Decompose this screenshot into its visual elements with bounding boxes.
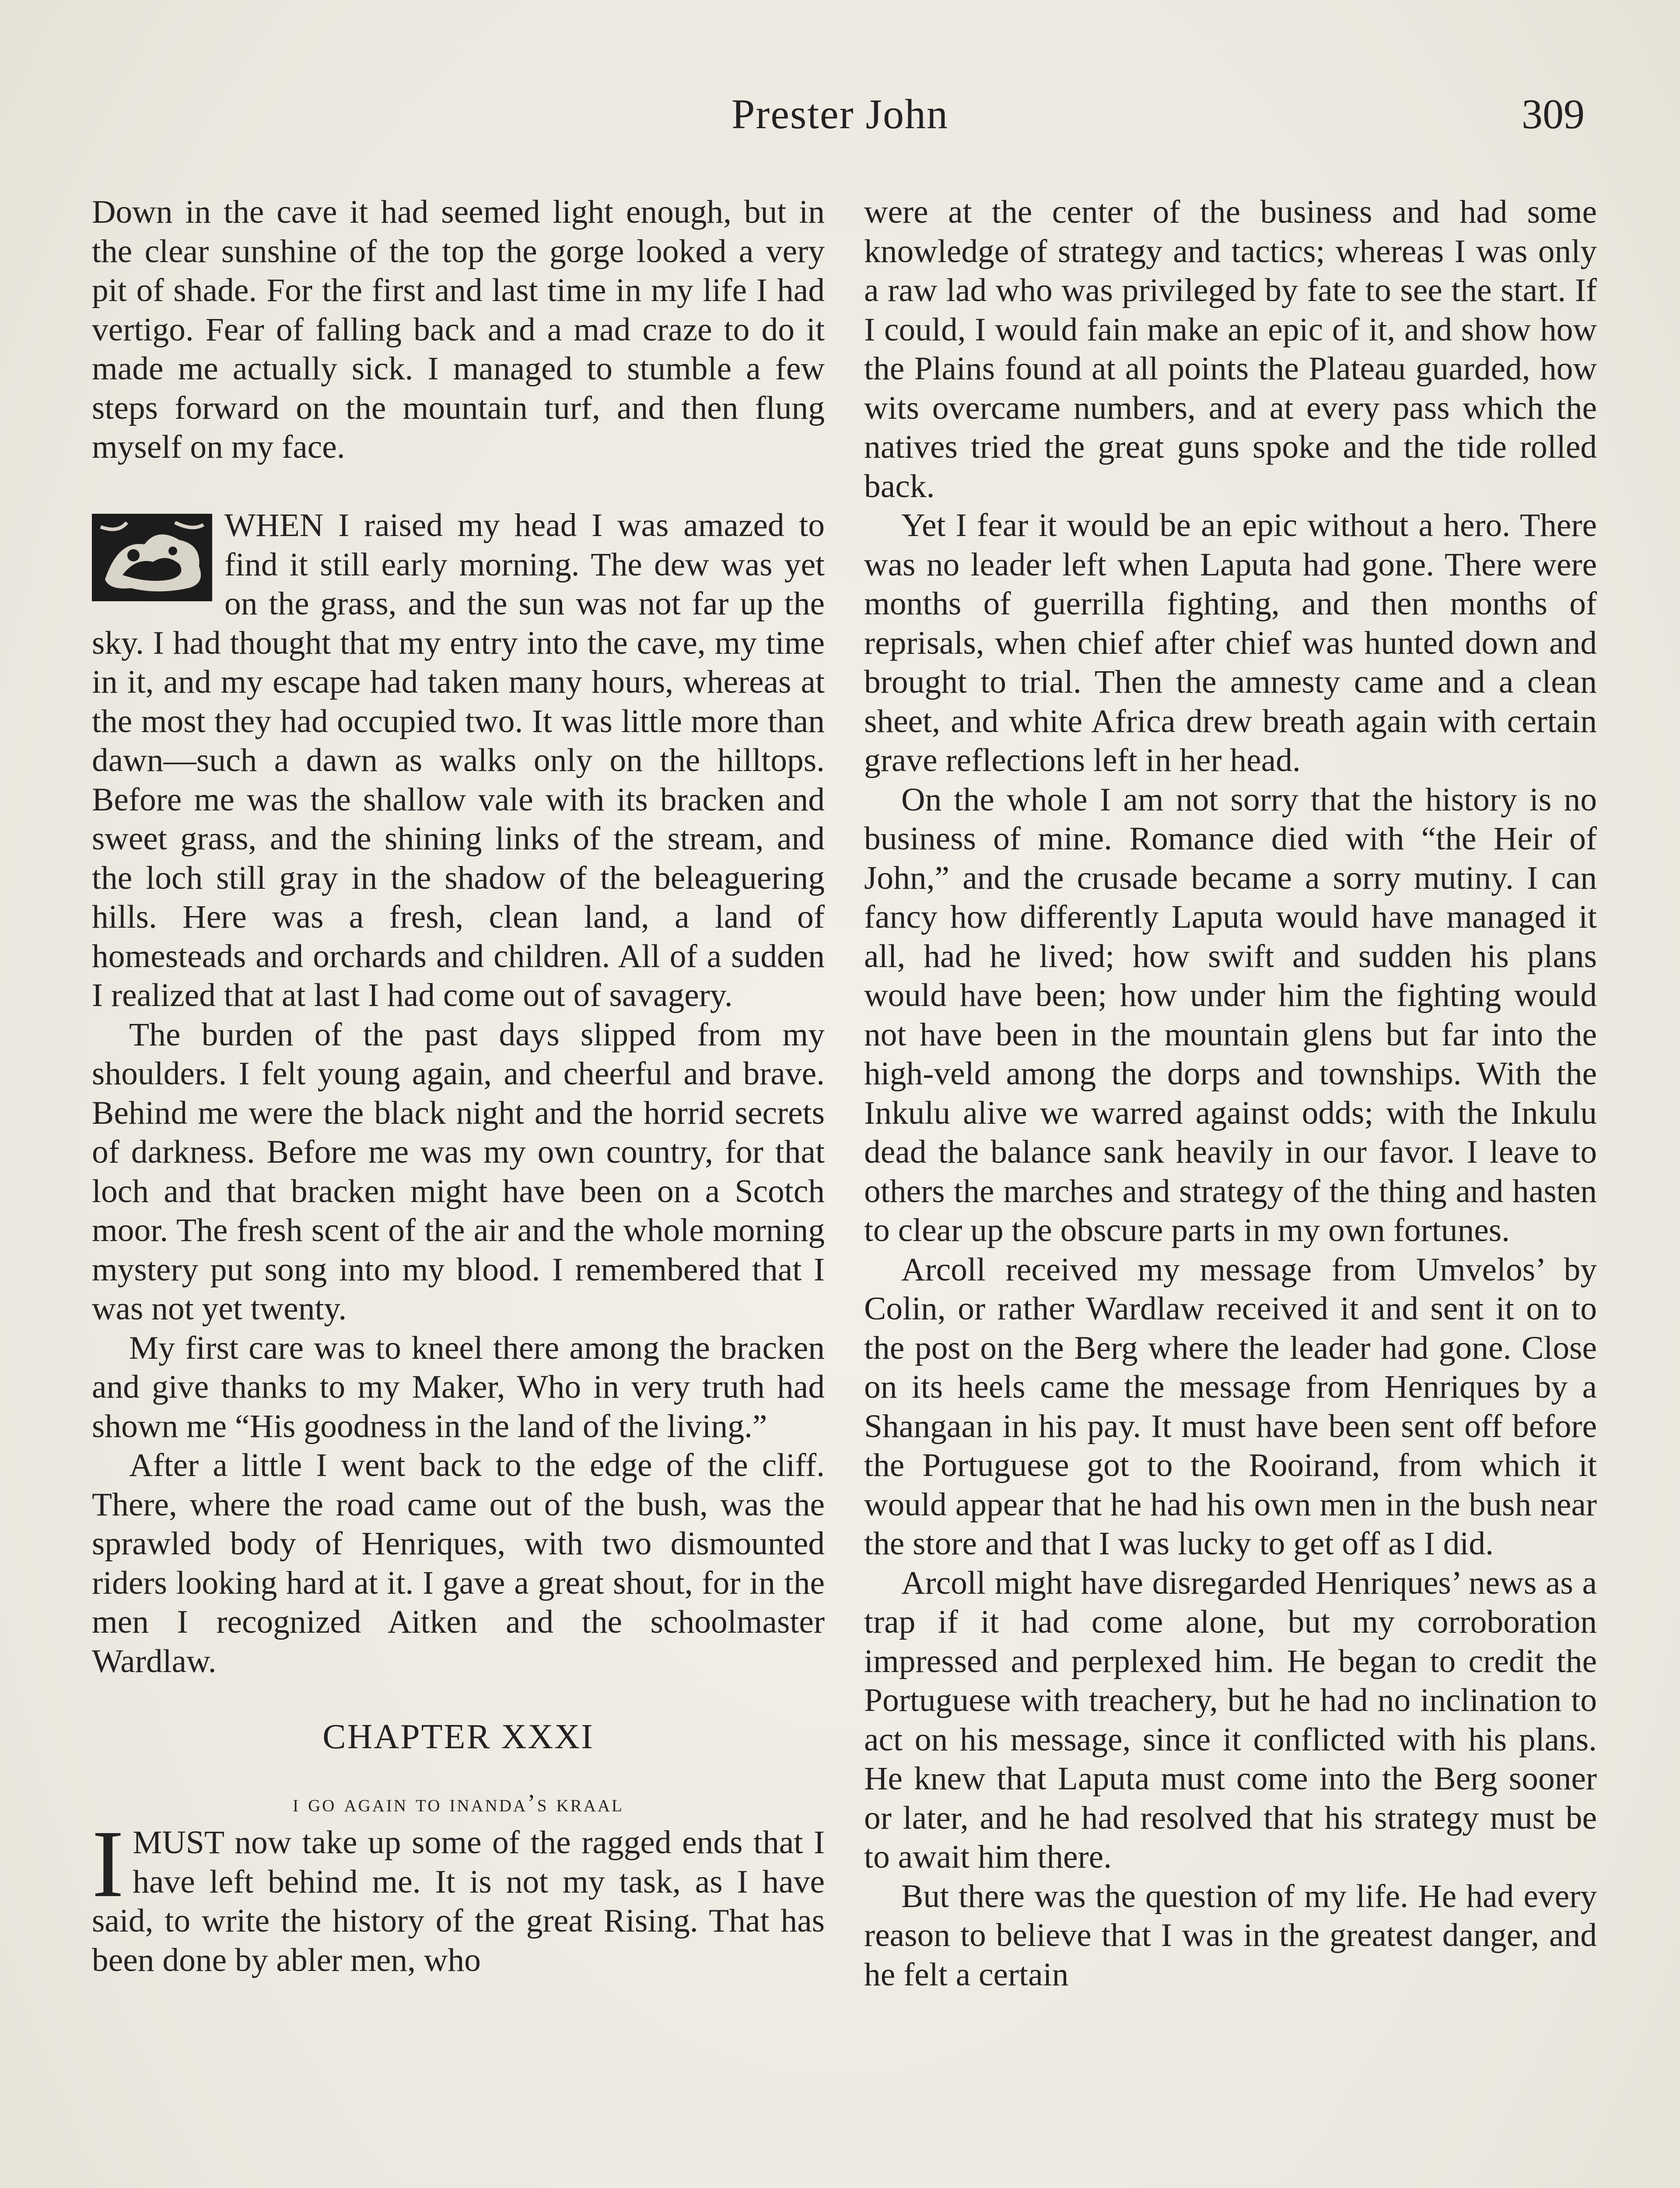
paragraph-text: MUST now take up some of the ragged ends that I have left behind me. It is not my task, as I have said, to write the history of the great Rising. That has been done by abler men, who <box>92 1824 825 1978</box>
chapter-title: CHAPTER XXXI <box>322 1718 594 1756</box>
right-column <box>864 193 1597 1994</box>
paragraph: On the whole I am not sorry that the history is no business of mine. Romance died with “the Heir of John,” and the crusade became a sorry mutiny. I can fancy how differently Laputa would have managed it all, had he lived; how swift and sudden his plans would have been; how under him the fighting would not have been in the mountain glens but far into the high-veld among the dorps and townships. With the Inkulu alive we warred against odds; with the Inkulu dead the balance sank heavily in our favor. I leave to others the marches and strategy of the thing and hasten to clear up the obscure parts in my own fortunes. <box>864 781 1597 1248</box>
paragraph-with-ornament <box>92 506 825 1015</box>
paragraph: My first care was to kneel there among the bracken and give thanks to my Maker, Who in very truth had shown me “His goodness in the land of the living.” <box>92 1329 825 1445</box>
drop-cap: I <box>92 1810 124 1917</box>
paragraph: After a little I went back to the edge of the cliff. There, where the road came out of the bush, was the sprawled body of Henriques, with two dismounted riders looking hard at it. I gave a great shout, for in the men I recognized Aitken and the schoolmaster Wardlaw. <box>92 1447 825 1680</box>
paragraph: Arcoll might have disregarded Henriques’ news as a trap if it had come alone, but my corroboration impressed and perplexed him. He began to credit the Portuguese with treachery, but he had no inclination to act on his message, since it conflicted with his plans. He knew that Laputa must come into the Berg sooner or later, and he had resolved that his strategy must be to await him there. <box>864 1564 1597 1875</box>
left-column <box>92 193 825 1980</box>
paragraph: Arcoll received my message from Umvelos’ by Colin, or rather Wardlaw received it and sent it on to the post on the Berg where the leader had gone. Close on its heels came the message from Henriques by a Shangaan in his pay. It must have been sent off before the Portuguese got to the Rooirand, from which it would appear that he had his own men in the bush near the store and that I was lucky to get off as I did. <box>864 1251 1597 1562</box>
paragraph-text: WHEN I raised my head I was amazed to find it still early morning. The dew was yet on the grass, and the sun was not far up the sky. I had thought that my entry into the cave, my time in it, and my escape had taken many hours, whereas at the most they had occupied two. It was little more than dawn—such a dawn as walks only on the hilltops. Before me was the shallow vale with its bracken and sweet grass, and the shining links of the stream, and the loch still gray in the shadow of the beleaguering hills. Here was a fresh, clean land, a land of homesteads and orchards and children. All of a sudden I realized that at last I had come out of savagery. <box>92 507 825 1013</box>
paragraph: But there was the question of my life. He had every reason to believe that I was in the greatest danger, and he felt a certain <box>864 1878 1597 1993</box>
decorative-ornament-icon <box>92 514 212 601</box>
paragraph: were at the center of the business and had some knowledge of strategy and tactics; whereas I was only a raw lad who was privileged by fate to see the start. If I could, I would fain make an epic of it, and show how the Plains found at all points the Plateau guarded, how wits overcame numbers, and at every pass which the natives tried the great guns spoke and the tide rolled back. <box>864 194 1597 505</box>
chapter-opening-paragraph <box>92 1810 825 1980</box>
chapter-subtitle: i go again to inanda’s kraal <box>293 1789 624 1817</box>
running-head <box>0 90 1680 142</box>
running-title: Prester John <box>732 91 948 137</box>
paragraph: Yet I fear it would be an epic without a hero. There was no leader left when Laputa had gone. There were months of guerrilla fighting, and then months of reprisals, when chief after chief was hunted down and brought to trial. Then the amnesty came and a clean sheet, and white Africa drew breath again with certain grave reflections left in her head. <box>864 507 1597 778</box>
paragraph: Down in the cave it had seemed light enough, but in the clear sunshine of the top the gorge looked a very pit of shade. For the first and last time in my life I had vertigo. Fear of falling back and a mad craze to do it made me actually sick. I managed to stumble a few steps forward on the mountain turf, and then flung myself on my face. <box>92 194 825 465</box>
page-number: 309 <box>1522 91 1585 137</box>
paragraph: The burden of the past days slipped from my shoulders. I felt young again, and cheerful and brave. Behind me were the black night and the horrid secrets of darkness. Before me was my own country, for that loch and that bracken might have been on a Scotch moor. The fresh scent of the air and the whole morning mystery put song into my blood. I remembered that I was not yet twenty. <box>92 1016 825 1327</box>
